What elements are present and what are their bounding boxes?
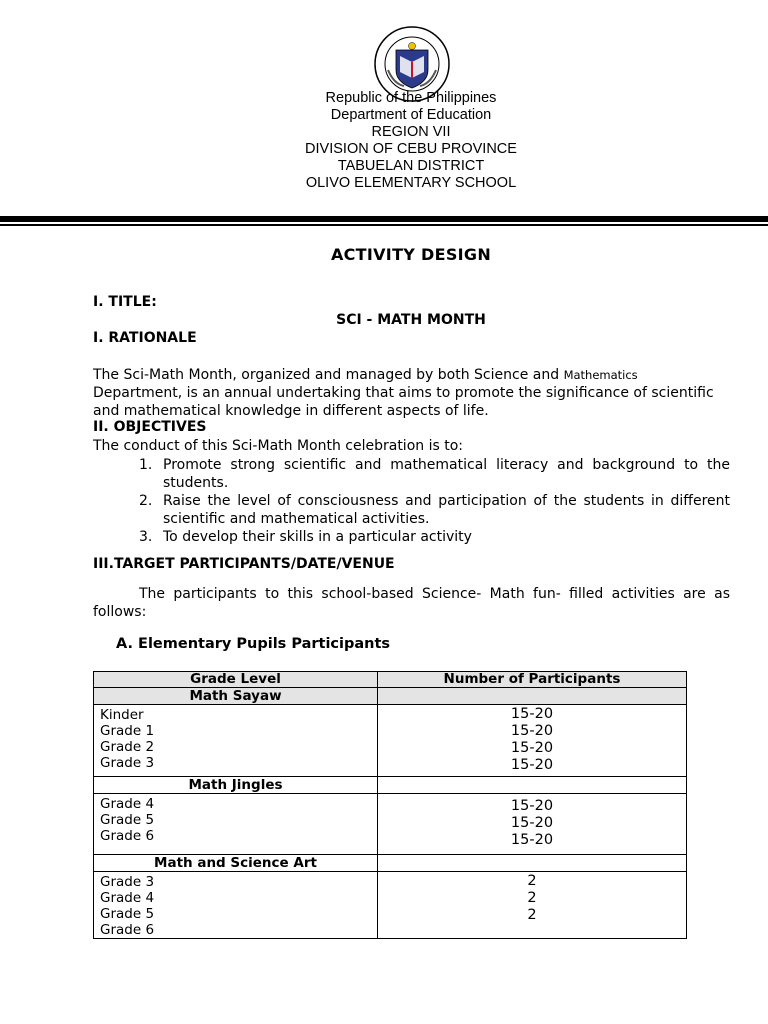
sub-heading: A. Elementary Pupils Participants (116, 636, 391, 652)
rationale-text-a: The Sci-Math Month, organized and managed by both Science and (93, 367, 560, 383)
grade-label: Grade 2 (100, 739, 155, 755)
category-label: Math Jingles (94, 777, 378, 794)
document-title: ACTIVITY DESIGN (330, 245, 492, 264)
grade-label: Grade 1 (100, 723, 155, 739)
rationale-text-b: Department, is an annual undertaking that aims to promote the significance of scientific and mathematical knowledge in different aspects of life. (93, 385, 714, 419)
category-row (94, 777, 687, 794)
grade-label: Grade 5 (100, 812, 155, 828)
header-divider-thin (0, 224, 768, 226)
count-value: 2 (527, 907, 537, 923)
objective-item: 3. To develop their skills in a particular activity (139, 529, 472, 545)
category-label: Math and Science Art (94, 855, 378, 872)
category-row (94, 688, 687, 705)
grade-label: Grade 3 (100, 755, 155, 771)
grade-label: Grade 5 (100, 906, 155, 922)
table-header-row (94, 672, 687, 688)
header-country: Republic of the Philippines (325, 90, 497, 106)
objective-item: 2. Raise the level of consciousness and participation of the students in different scientific and mathematical activities. (139, 493, 730, 527)
col-header-number: Number of Participants (378, 672, 687, 688)
grade-label: Grade 6 (100, 922, 155, 938)
grade-label: Grade 4 (100, 890, 155, 906)
count-value: 2 (527, 873, 537, 889)
count-value: 15-20 (510, 815, 554, 831)
participants-table (93, 671, 687, 939)
rationale-text-word: Mathematics (563, 368, 638, 382)
header-division: DIVISION OF CEBU PROVINCE (305, 141, 517, 157)
header-divider-thick (0, 216, 768, 222)
count-value: 2 (527, 890, 537, 906)
category-label: Math Sayaw (94, 688, 378, 705)
table-row (94, 794, 687, 855)
category-row (94, 855, 687, 872)
objectives-list (93, 456, 730, 546)
grade-label: Grade 3 (100, 874, 155, 890)
rationale-heading: I. RATIONALE (93, 330, 197, 346)
activity-title: SCI - MATH MONTH (336, 312, 486, 328)
count-value: 15-20 (510, 706, 554, 722)
objectives-intro: The conduct of this Sci-Math Month celebration is to: (93, 438, 463, 454)
grade-label: Grade 4 (100, 796, 155, 812)
grade-label: Kinder (100, 707, 144, 723)
header-district: TABUELAN DISTRICT (337, 158, 485, 174)
col-header-grade: Grade Level (94, 672, 378, 688)
objective-item: 1. Promote strong scientific and mathematical literacy and background to the students. (139, 457, 730, 491)
header-department: Department of Education (330, 107, 492, 123)
table-row (94, 705, 687, 777)
header-region: REGION VII (371, 124, 451, 140)
count-value: 15-20 (510, 740, 554, 756)
count-value: 15-20 (510, 757, 554, 773)
target-paragraph: The participants to this school-based Science- Math fun- filled activities are as follows: (93, 586, 730, 620)
target-heading: III.TARGET PARTICIPANTS/DATE/VENUE (93, 556, 395, 572)
header-school: OLIVO ELEMENTARY SCHOOL (305, 175, 517, 191)
table-row (94, 872, 687, 939)
count-value: 15-20 (510, 723, 554, 739)
grade-label: Grade 6 (100, 828, 155, 844)
title-heading: I. TITLE: (93, 294, 157, 310)
count-value: 15-20 (510, 798, 554, 814)
rationale-paragraph (93, 366, 730, 420)
objectives-heading: II. OBJECTIVES (93, 419, 207, 435)
count-value: 15-20 (510, 832, 554, 848)
